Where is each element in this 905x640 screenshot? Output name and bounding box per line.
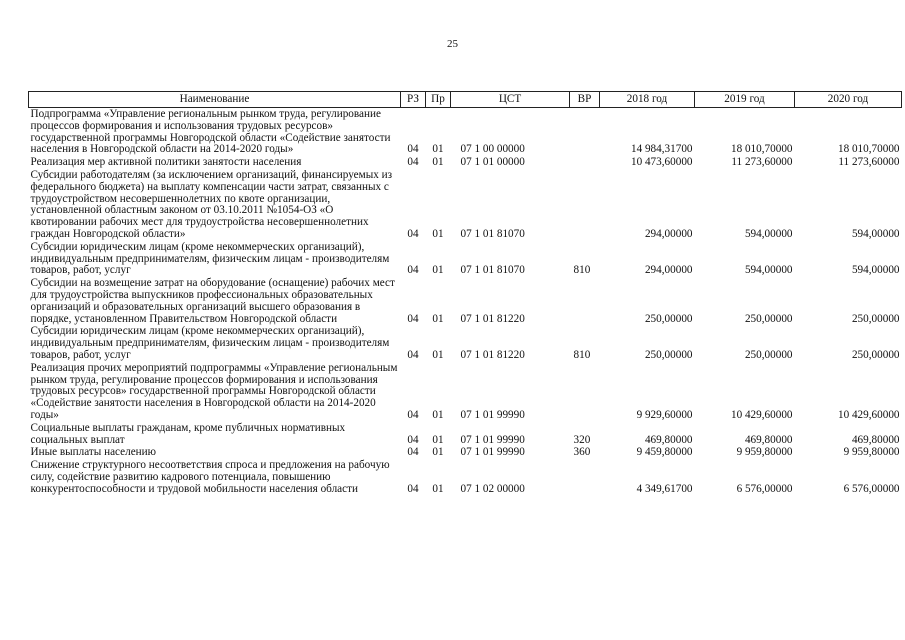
row-name-cell: Иные выплаты населению <box>30 446 156 459</box>
header-name: Наименование <box>29 92 401 108</box>
table-body <box>29 108 902 496</box>
row-pr-cell: 01 <box>432 433 444 446</box>
row-2018-cell: 9 929,60000 <box>636 408 693 421</box>
row-rz-cell: 04 <box>407 264 419 277</box>
row-vr-cell: 360 <box>573 446 591 459</box>
row-rz-cell: 04 <box>407 482 419 495</box>
row-2018-cell: 10 473,60000 <box>630 156 693 169</box>
budget-table <box>28 91 902 496</box>
row-name-cell: Реализация мер активной политики занятости населения <box>30 156 302 169</box>
row-pr-cell: 01 <box>432 143 444 156</box>
row-2020-cell: 250,00000 <box>851 312 900 325</box>
header-2018: 2018 год <box>600 92 695 108</box>
row-pr-cell: 01 <box>432 264 444 277</box>
row-vr-cell: 810 <box>573 348 591 361</box>
table-row <box>29 241 902 277</box>
row-cst-cell: 07 1 02 00000 <box>460 482 525 495</box>
row-pr-cell: 01 <box>432 446 444 459</box>
row-name-cell: Субсидии юридическим лицам (кроме некоммерческих организаций), индивидуальным предпринимателям, физическим лицам - производителям товаров, работ, услуг <box>30 240 390 277</box>
row-vr-cell <box>570 108 600 157</box>
table-row <box>29 169 902 241</box>
row-pr-cell: 01 <box>432 312 444 325</box>
row-vr-cell <box>570 362 600 422</box>
page-number: 25 <box>447 38 458 50</box>
row-cst-cell: 07 1 01 99990 <box>460 433 525 446</box>
row-2019-cell: 594,00000 <box>744 264 793 277</box>
row-name-cell: Субсидии юридическим лицам (кроме некоммерческих организаций), индивидуальным предпринимателям, физическим лицам - производителям товаров, работ, услуг <box>30 325 390 361</box>
row-pr-cell: 01 <box>432 348 444 361</box>
row-vr-cell <box>570 156 600 169</box>
row-2020-cell: 10 429,60000 <box>837 408 900 421</box>
row-pr-cell: 01 <box>432 227 444 240</box>
header-pr: Пр <box>426 92 451 108</box>
header-2019: 2019 год <box>695 92 795 108</box>
row-vr-cell <box>570 277 600 325</box>
row-2018-cell: 250,00000 <box>644 348 693 361</box>
row-rz-cell: 04 <box>407 156 419 169</box>
row-2018-cell: 4 349,61700 <box>636 482 693 495</box>
row-2018-cell: 469,80000 <box>644 433 693 446</box>
row-cst-cell: 07 1 01 81070 <box>460 227 525 240</box>
row-rz-cell: 04 <box>407 433 419 446</box>
row-2019-cell: 250,00000 <box>744 348 793 361</box>
header-2020: 2020 год <box>795 92 902 108</box>
table-row <box>29 459 902 495</box>
row-vr-cell: 810 <box>573 264 591 277</box>
row-2020-cell: 11 273,60000 <box>838 156 900 169</box>
row-cst-cell: 07 1 00 00000 <box>460 143 525 156</box>
header-cst: ЦСТ <box>451 92 570 108</box>
row-cst-cell: 07 1 01 81220 <box>460 312 525 325</box>
table-row <box>29 422 902 447</box>
row-2019-cell: 469,80000 <box>744 433 793 446</box>
row-2018-cell: 294,00000 <box>644 264 693 277</box>
row-rz-cell: 04 <box>407 408 419 421</box>
row-2019-cell: 18 010,70000 <box>730 143 793 156</box>
row-2019-cell: 11 273,60000 <box>731 156 793 169</box>
row-name-cell: Снижение структурного несоответствия спроса и предложения на рабочую силу, содействие развитию кадрового потенциала, повышению конкурентоспособности и трудовой мобильности населения области <box>30 459 390 495</box>
row-rz-cell: 04 <box>407 227 419 240</box>
row-2020-cell: 9 959,80000 <box>843 446 900 459</box>
row-2019-cell: 9 959,80000 <box>736 446 793 459</box>
table-row <box>29 108 902 157</box>
row-vr-cell <box>570 459 600 495</box>
row-name-cell: Субсидии работодателям (за исключением организаций, финансируемых из федерального бюджета) на выплату компенсации части затрат, связанных с трудоустройством несовершеннолетних по квоте организации, установленной областным законом от 03.10.2011 №1054-ОЗ «О квотировании рабочих мест для трудоустройства несовершеннолетних граждан Новгородской области» <box>30 168 393 240</box>
row-2020-cell: 18 010,70000 <box>837 143 900 156</box>
header-vr: ВР <box>570 92 600 108</box>
row-2019-cell: 594,00000 <box>744 227 793 240</box>
row-2020-cell: 469,80000 <box>851 433 900 446</box>
row-2018-cell: 9 459,80000 <box>636 446 693 459</box>
row-rz-cell: 04 <box>407 446 419 459</box>
row-rz-cell: 04 <box>407 312 419 325</box>
row-name-cell: Подпрограмма «Управление региональным рынком труда, регулирование процессов формирования и использования трудовых ресурсов» государственной программы Новгородской области «Содействие занятости населения в Новгородской области на 2014-2020 годы» <box>30 108 391 156</box>
table-row <box>29 277 902 325</box>
row-cst-cell: 07 1 01 99990 <box>460 446 525 459</box>
row-cst-cell: 07 1 01 99990 <box>460 408 525 421</box>
table-row <box>29 156 902 169</box>
row-rz-cell: 04 <box>407 348 419 361</box>
row-2019-cell: 250,00000 <box>744 312 793 325</box>
table-row <box>29 325 902 361</box>
row-2020-cell: 6 576,00000 <box>843 482 900 495</box>
row-cst-cell: 07 1 01 81220 <box>460 348 525 361</box>
row-pr-cell: 01 <box>432 408 444 421</box>
row-vr-cell: 320 <box>573 433 591 446</box>
row-2019-cell: 6 576,00000 <box>736 482 793 495</box>
table-row <box>29 362 902 422</box>
row-pr-cell: 01 <box>432 156 444 169</box>
row-2018-cell: 294,00000 <box>644 227 693 240</box>
row-2018-cell: 250,00000 <box>644 312 693 325</box>
header-rz: РЗ <box>401 92 426 108</box>
row-2020-cell: 594,00000 <box>851 227 900 240</box>
row-2020-cell: 250,00000 <box>851 348 900 361</box>
row-vr-cell <box>570 169 600 241</box>
row-rz-cell: 04 <box>407 143 419 156</box>
row-2020-cell: 594,00000 <box>851 264 900 277</box>
table-row <box>29 446 902 459</box>
row-2019-cell: 10 429,60000 <box>730 408 793 421</box>
row-name-cell: Субсидии на возмещение затрат на оборудование (оснащение) рабочих мест для трудоустройства выпускников профессиональных образовательных организаций и образовательных организаций высшего образования в порядке, установленном Правительством Новгородской области <box>30 277 395 325</box>
row-2018-cell: 14 984,31700 <box>630 143 693 156</box>
row-name-cell: Социальные выплаты гражданам, кроме публичных нормативных социальных выплат <box>30 421 346 446</box>
row-name-cell: Реализация прочих мероприятий подпрограммы «Управление региональным рынком труда, регулирование процессов формирования и использования трудовых ресурсов» государственной программы Новгородской области «Содействие занятости населения в Новгородской области на 2014-2020 годы» <box>30 361 398 421</box>
row-pr-cell: 01 <box>432 482 444 495</box>
row-cst-cell: 07 1 01 00000 <box>460 156 525 169</box>
row-cst-cell: 07 1 01 81070 <box>460 264 525 277</box>
table-header-row <box>29 92 902 108</box>
